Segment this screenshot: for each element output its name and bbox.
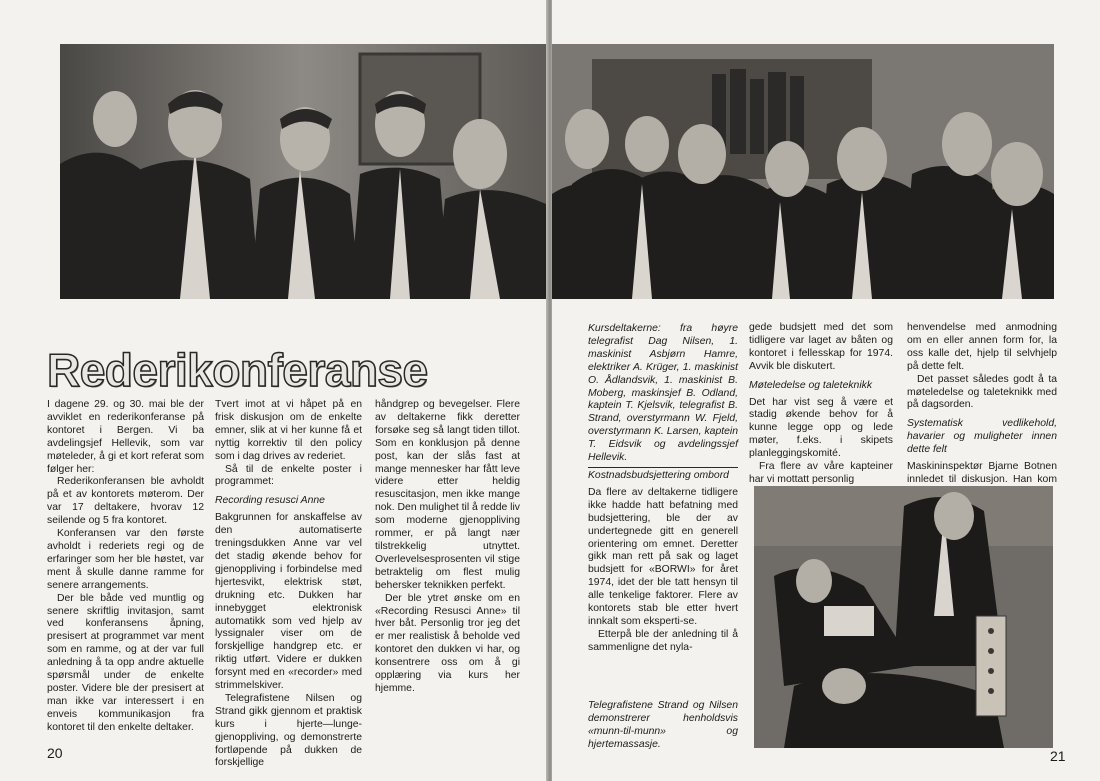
caption-text: Telegrafistene Strand og Nilsen demonstrerer henholdsvis «munn-til-munn» og hjertemassasje.: [588, 700, 738, 750]
paragraph: Så til de enkelte poster i programmet:: [215, 463, 362, 488]
section-subheading: Systematisk vedlikehold, havarier og muligheter innen dette felt: [907, 418, 1057, 456]
group-photo-left: [60, 44, 546, 299]
bottom-photo-caption: [588, 700, 738, 752]
left-column-2: [215, 399, 362, 770]
group-photo-right: [552, 44, 1054, 299]
paragraph: I dagene 29. og 30. mai ble der avviklet en rederikonferanse på kontoret i Bergen. Vi ba avdelingsjef Hellevik, som var møteleder, å gi et kort referat som følger her:: [47, 399, 204, 475]
right-column-1: [588, 470, 738, 655]
section-subheading: Møteledelse og taleteknikk: [749, 379, 873, 391]
paragraph: Der ble ytret ønske om en «Recording Resusci Anne» til hver båt. Personlig tror jeg det er mer realistisk å beholde ved kontoret den dukken vi har, og konsentrere oss om å gi opplæring via kurs her hjemme.: [375, 592, 520, 694]
paragraph: Telegrafistene Nilsen og Strand gikk gjennom et praktisk kurs i hjerte—lunge-gjenoppliving, og demonstrerte fortløpende på dukken de forskjellige: [215, 692, 362, 769]
paragraph: Det passet således godt å ta møteledelse og taleteknikk med på dagsorden.: [907, 373, 1057, 411]
right-page: [552, 0, 1100, 781]
cpr-demo-photo: [754, 486, 1053, 748]
paragraph: Rederikonferansen ble avholdt på et av kontorets møterom. Der var 17 deltakere, hvorav 12 seilende og 5 fra kontoret.: [47, 476, 204, 527]
paragraph: håndgrep og bevegelser. Flere av deltakerne fikk deretter forsøke seg så langt tiden tillot. Som en konklusjon på denne post, kan der slås fast at mange mennesker har fått leve videre etter heldig resuscitasjon, men ikke mange nok. Den mulighet til å redde liv som moderne gjenoppliving rommer, er på langt nær tilstrekkelig utnyttet. Overlevelsesprosenten vil stige betraktelig om flest mulig behersker teknikken perfekt.: [375, 399, 520, 591]
page-number: 21: [1050, 748, 1066, 764]
article-title: Rederikonferanse: [47, 344, 428, 396]
section-subheading: Recording resusci Anne: [215, 495, 325, 507]
paragraph: Bakgrunnen for anskaffelse av den automatiserte treningsdukken Anne var vel det stadig økende behov for gjenoppliving i forbindelse med hjertesvikt, elektrisk støt, drukning etc. Dukken har innebygget elektronisk automatikk som ved hjelp av lyssignaler viser om de forskjellige handgrep etc. er riktig utført. Videre er dukken forsynt med en «recorder» med strimmelskiver.: [215, 512, 362, 692]
page-number: 20: [47, 745, 63, 761]
paragraph: henvendelse med anmodning om en eller annen form for, la oss kalle det, hjelp til selvhjelp på dette felt.: [907, 322, 1057, 372]
section-subheading: Kostnadsbudsjettering ombord: [588, 470, 729, 481]
paragraph: Der ble både ved muntlig og senere skriftlig invitasjon, samt ved konferansens åpning, presisert at programmet var ment som en ramme, og at der var full anledning å ta opp andre aktuelle spørsmål under de enkelte poster. Videre ble der presisert at man ikke var interessert i en enveis kommunikasjon fra kontoret til den enkelte deltaker.: [47, 592, 204, 733]
paragraph: Konferansen var den første avholdt i rederiets regi og de erfaringer som her ble høstet, var ment å skulle danne ramme for senere arrangements.: [47, 528, 204, 591]
paragraph: Maskininspektør Bjarne Botnen innledet til diskusjon. Han kom: [907, 461, 1057, 485]
paragraph: Da flere av deltakerne tidligere ikke hadde hatt befatning med budsjettering, ble der av undertegnede gitt en generell orientering om emnet. Deretter gikk man rett på sak og laget budsjett for «BORWI» for året 1974, idet der ble tatt hensyn til alle tenkelige faktorer. Flere av kontorets stab ble etter hvert innkalt som eksperti-se.: [588, 486, 738, 627]
paragraph: Tvert imot at vi håpet på en frisk diskusjon om de enkelte emner, slik at vi her kunne få et nyttig korrektiv til den policy som i dag drives av rederiet.: [215, 399, 362, 462]
top-photo-caption: [588, 323, 738, 468]
paragraph: Etterpå ble der anledning til å sammenligne det nyla-: [588, 628, 738, 653]
caption-text: Kursdeltakerne: fra høyre telegrafist Dag Nilsen, 1. maskinist Asbjørn Hamre, elektriker A. Krüger, 1. maskinist O. Ådlandsvik, 1. maskinist B. Moberg, maskinsjef B. Odland, kaptein T. Kjelsvik, telegrafist B. Strand, overstyrmann W. Fjeld, overstyrmann K. Larsen, kaptein T. Eidsvik og avdelingssjef Hellevik.: [588, 323, 738, 464]
paragraph: Det har vist seg å være et stadig økende behov for å kunne legge opp og lede møter, f.eks. i skipets planleggingskomité.: [749, 396, 893, 460]
caption-divider: [588, 467, 738, 468]
right-column-2: [749, 322, 893, 487]
paragraph: gede budsjett med det som tidligere var laget av båten og kontoret i fellesskap for 1974. Avvik ble diskutert.: [749, 322, 893, 372]
paragraph: Fra flere av våre kapteiner har vi mottatt personlig: [749, 461, 893, 485]
left-page: [0, 0, 548, 781]
right-column-3: [907, 322, 1057, 500]
left-column-3: [375, 399, 520, 696]
left-column-1: [47, 399, 204, 735]
